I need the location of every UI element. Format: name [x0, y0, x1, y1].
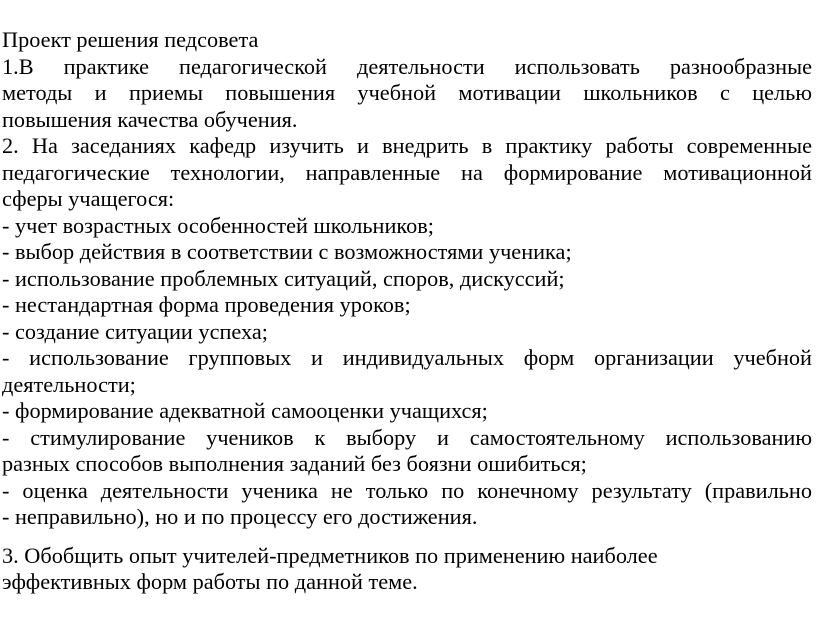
bullet-item: - оценка деятельности ученика не только по конечному результату (правильно [2, 477, 812, 503]
paragraph-gap [2, 531, 812, 543]
item1-line2: методы и приемы повышения учебной мотивации школьников с целью [2, 80, 812, 105]
bullet-item: - использование проблемных ситуаций, споров, дискуссий; [2, 265, 565, 291]
bullet-item: - создание ситуации успеха; [2, 318, 268, 344]
item3-line1: 3. Обобщить опыт учителей-предметников по применению наиболее [2, 542, 658, 568]
bullet-item: - формирование адекватной самооценки учащихся; [2, 398, 488, 423]
item1-line1: 1.В практике педагогической деятельности использовать разнообразные [2, 53, 812, 79]
document-page [2, 27, 812, 596]
document-title: Проект решения педсовета [2, 27, 259, 52]
item2-line2: педагогические технологии, направленные на формирование мотивационной [2, 159, 812, 185]
item2-line3: сферы учащегося: [2, 186, 175, 211]
bullet-item: - использование групповых и индивидуальных форм организации учебной [2, 345, 812, 370]
bullet-item: - стимулирование учеников к выбору и самостоятельному использованию [2, 424, 812, 450]
bullet-item: - нестандартная форма проведения уроков; [2, 292, 411, 317]
bullet-item: - выбор действия в соответствии с возможностями ученика; [2, 239, 572, 264]
bullet-item-continuation: деятельности; [2, 371, 136, 397]
item3-line2: эффективных форм работы по данной теме. [2, 569, 418, 594]
item1-line3: повышения качества обучения. [2, 106, 298, 132]
bullet-item-continuation: разных способов выполнения заданий без боязни ошибиться; [2, 451, 587, 476]
item2-line1: 2. На заседаниях кафедр изучить и внедрить в практику работы современные [2, 133, 812, 158]
bullet-item: - учет возрастных особенностей школьников; [2, 212, 434, 238]
bullet-item-continuation: - неправильно), но и по процессу его достижения. [2, 504, 478, 529]
